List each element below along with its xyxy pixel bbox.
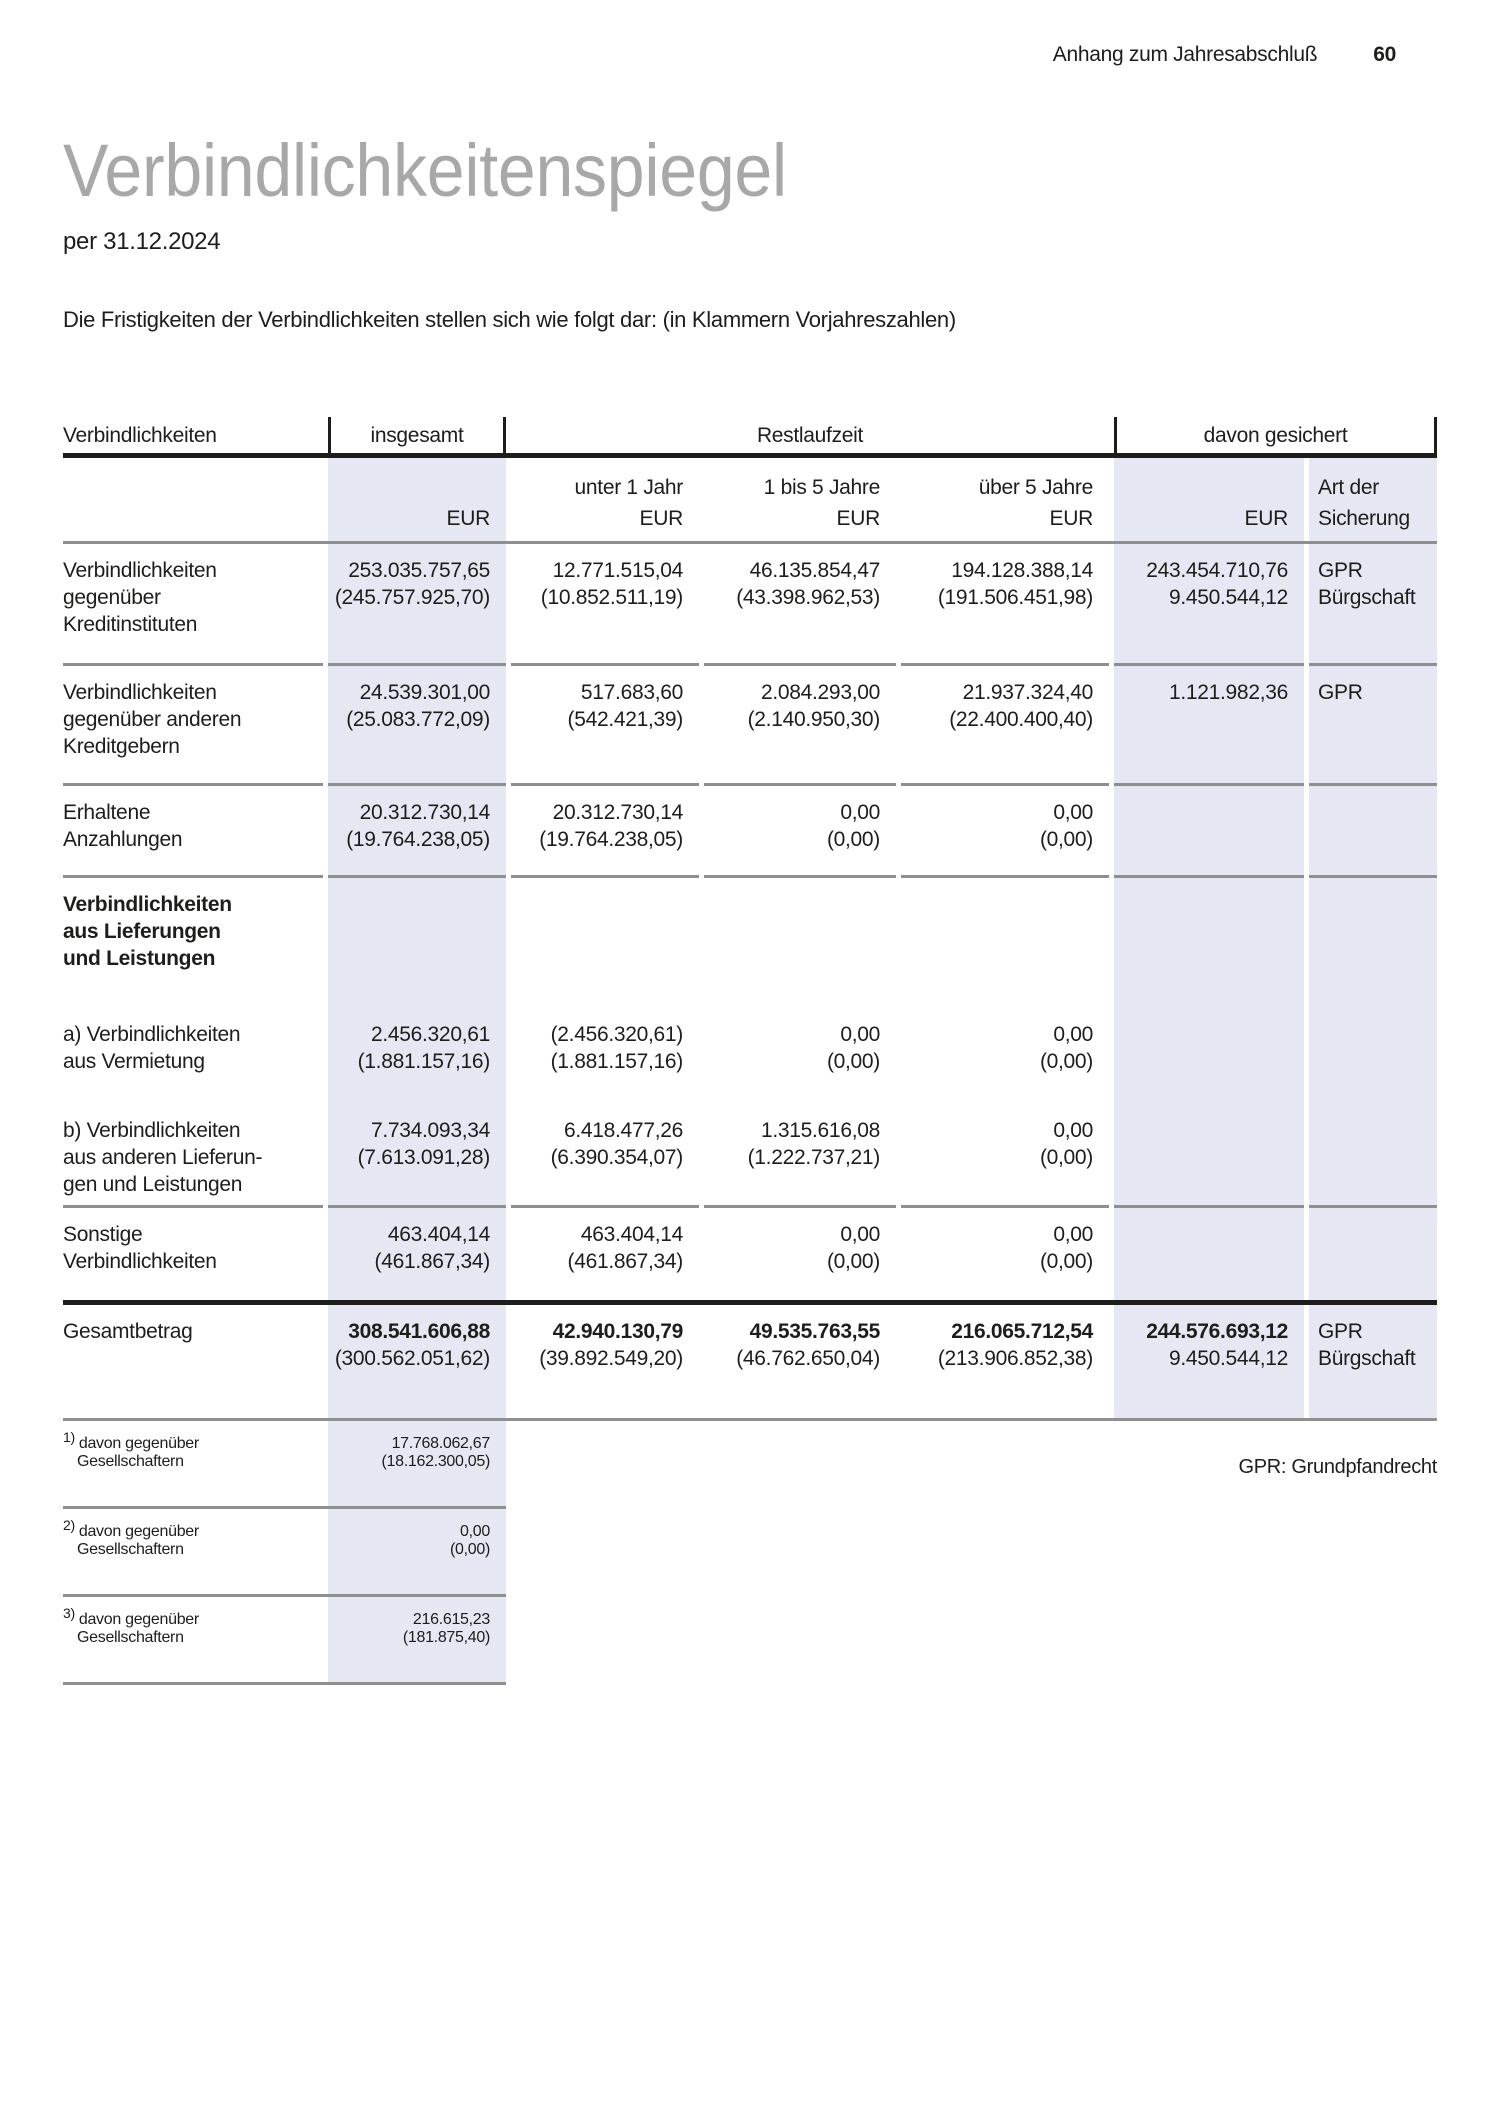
table-row bbox=[63, 666, 1437, 786]
footnote-value: 0,00 (0,00) bbox=[328, 1509, 506, 1594]
page-title: Verbindlichkeitenspiegel bbox=[63, 129, 787, 212]
row-label: Verbindlichkeiten aus Lieferungen und Leistungen bbox=[63, 893, 232, 970]
cell-art-der-sicherung: GPR Bürgschaft bbox=[1309, 1305, 1437, 1418]
cell-insgesamt: 20.312.730,14 (19.764.238,05) bbox=[328, 786, 506, 878]
cell-unter-1-jahr: 42.940.130,79 (39.892.549,20) bbox=[539, 1320, 683, 1370]
intro-text: Die Fristigkeiten der Verbindlichkeiten stellen sich wie folgt dar: (in Klammern Vorjahreszahlen) bbox=[63, 307, 956, 332]
header-ueber-5-jahre: über 5 Jahre EUR bbox=[901, 458, 1109, 541]
footnotes-section bbox=[63, 1421, 1437, 1685]
cell-art-der-sicherung: GPR bbox=[1309, 666, 1437, 786]
header-insgesamt: insgesamt bbox=[328, 417, 506, 453]
row-label: Verbindlichkeiten gegenüber Kreditinstituten bbox=[63, 544, 323, 666]
cell-insgesamt: 308.541.606,88 (300.562.051,62) bbox=[328, 1305, 506, 1418]
row-label: Verbindlichkeiten gegenüber anderen Kreditgebern bbox=[63, 666, 323, 786]
table-row bbox=[63, 786, 1437, 878]
header-restlaufzeit: Restlaufzeit bbox=[756, 423, 864, 447]
eur-unit: EUR bbox=[639, 507, 683, 530]
running-header bbox=[63, 42, 1434, 68]
footnotes-body bbox=[63, 1421, 1437, 1685]
cell-art-der-sicherung bbox=[1309, 1008, 1437, 1104]
footnote-row bbox=[63, 1509, 506, 1597]
cell-gesichert bbox=[1114, 1104, 1304, 1208]
footnote-label: 2) davon gegenüber Gesellschaftern bbox=[63, 1516, 199, 1558]
cell-art-der-sicherung bbox=[1309, 1208, 1437, 1300]
eur-unit: EUR bbox=[446, 507, 490, 530]
table-row bbox=[63, 878, 1437, 1008]
eur-unit: EUR bbox=[1244, 507, 1288, 530]
table-row bbox=[63, 1208, 1437, 1305]
cell-1-bis-5-jahre: 2.084.293,00 (2.140.950,30) bbox=[704, 666, 896, 786]
row-label: Erhaltene Anzahlungen bbox=[63, 786, 323, 878]
cell-1-bis-5-jahre: 0,00 (0,00) bbox=[704, 786, 896, 878]
cell-ueber-5-jahre: 194.128.388,14 (191.506.451,98) bbox=[901, 544, 1109, 666]
table-body bbox=[63, 544, 1437, 1421]
cell-insgesamt: 253.035.757,65 (245.757.925,70) bbox=[328, 544, 506, 666]
header-label-spacer bbox=[63, 458, 323, 541]
header-art-der-sicherung: Art der Sicherung bbox=[1309, 458, 1437, 541]
cell-insgesamt: 2.456.320,61 (1.881.157,16) bbox=[328, 1008, 506, 1104]
gpr-legend: GPR: Grundpfandrecht bbox=[1238, 1456, 1437, 1478]
cell-gesichert bbox=[1114, 1008, 1304, 1104]
table-header-row-1 bbox=[63, 417, 1437, 458]
cell-unter-1-jahr: 6.418.477,26 (6.390.354,07) bbox=[511, 1104, 699, 1208]
cell-1-bis-5-jahre: 0,00 (0,00) bbox=[826, 1223, 880, 1273]
cell-1-bis-5-jahre: 46.135.854,47 (43.398.962,53) bbox=[704, 544, 896, 666]
table-row bbox=[63, 544, 1437, 666]
cell-unter-1-jahr: (2.456.320,61) (1.881.157,16) bbox=[550, 1023, 683, 1073]
footnote-label: 1) davon gegenüber Gesellschaftern bbox=[63, 1428, 199, 1470]
table-row bbox=[63, 1305, 1437, 1421]
cell-unter-1-jahr: 517.683,60 (542.421,39) bbox=[511, 666, 699, 786]
table-row bbox=[63, 1104, 1437, 1208]
cell-ueber-5-jahre: 0,00 (0,00) bbox=[901, 1104, 1109, 1208]
row-label: b) Verbindlichkeiten aus anderen Lieferun- gen und Leistungen bbox=[63, 1104, 323, 1208]
header-verbindlichkeiten: Verbindlichkeiten bbox=[63, 423, 217, 447]
footnote-value: 17.768.062,67 (18.162.300,05) bbox=[328, 1421, 506, 1506]
footnote-row bbox=[63, 1421, 506, 1509]
cell-art-der-sicherung bbox=[1309, 786, 1437, 878]
cell-ueber-5-jahre: 216.065.712,54 (213.906.852,38) bbox=[937, 1320, 1093, 1370]
cell-ueber-5-jahre: 0,00 (0,00) bbox=[1039, 1023, 1093, 1073]
footnote-value: 216.615,23 (181.875,40) bbox=[328, 1597, 506, 1682]
footnote-marker: 3) bbox=[63, 1604, 75, 1621]
footnote-label: 3) davon gegenüber Gesellschaftern bbox=[63, 1604, 199, 1646]
page-number: 60 bbox=[1373, 43, 1396, 66]
row-label: a) Verbindlichkeiten aus Vermietung bbox=[63, 1023, 241, 1073]
cell-ueber-5-jahre bbox=[901, 878, 1109, 1008]
eur-unit: EUR bbox=[836, 507, 880, 530]
cell-ueber-5-jahre: 0,00 (0,00) bbox=[1039, 1223, 1093, 1273]
cell-ueber-5-jahre: 21.937.324,40 (22.400.400,40) bbox=[901, 666, 1109, 786]
cell-1-bis-5-jahre: 49.535.763,55 (46.762.650,04) bbox=[736, 1320, 880, 1370]
cell-gesichert bbox=[1114, 878, 1304, 1008]
section-title: Anhang zum Jahresabschluß bbox=[1052, 43, 1318, 66]
cell-unter-1-jahr: 20.312.730,14 (19.764.238,05) bbox=[511, 786, 699, 878]
row-label: Gesamtbetrag bbox=[63, 1320, 193, 1343]
cell-insgesamt: 463.404,14 (461.867,34) bbox=[328, 1208, 506, 1300]
header-unter-1-jahr: unter 1 Jahr EUR bbox=[511, 458, 699, 541]
eur-unit: EUR bbox=[1049, 507, 1093, 530]
cell-gesichert bbox=[1114, 1208, 1304, 1300]
cell-gesichert bbox=[1114, 786, 1304, 878]
cell-unter-1-jahr bbox=[511, 878, 699, 1008]
cell-1-bis-5-jahre bbox=[704, 878, 896, 1008]
cell-art-der-sicherung: GPR Bürgschaft bbox=[1309, 544, 1437, 666]
cell-1-bis-5-jahre: 1.315.616,08 (1.222.737,21) bbox=[704, 1104, 896, 1208]
cell-art-der-sicherung bbox=[1309, 1104, 1437, 1208]
cell-insgesamt: 7.734.093,34 (7.613.091,28) bbox=[328, 1104, 506, 1208]
cell-insgesamt bbox=[328, 878, 506, 1008]
footnote-row bbox=[63, 1597, 506, 1685]
cell-ueber-5-jahre: 0,00 (0,00) bbox=[901, 786, 1109, 878]
header-1-bis-5-jahre: 1 bis 5 Jahre EUR bbox=[704, 458, 896, 541]
cell-gesichert: 243.454.710,76 9.450.544,12 bbox=[1114, 544, 1304, 666]
footnote-marker: 1) bbox=[63, 1428, 75, 1445]
header-davon-gesichert: davon gesichert bbox=[1114, 417, 1437, 453]
cell-unter-1-jahr: 463.404,14 (461.867,34) bbox=[567, 1223, 683, 1273]
table-row bbox=[63, 1008, 1437, 1104]
row-label: Sonstige Verbindlichkeiten bbox=[63, 1223, 217, 1273]
liabilities-table bbox=[63, 417, 1437, 1421]
cell-insgesamt: 24.539.301,00 (25.083.772,09) bbox=[328, 666, 506, 786]
cell-art-der-sicherung bbox=[1309, 878, 1437, 1008]
footnote-marker: 2) bbox=[63, 1516, 75, 1533]
page-subtitle: per 31.12.2024 bbox=[63, 228, 221, 255]
table-header-row-2 bbox=[63, 458, 1437, 544]
header-gesichert-unit bbox=[1114, 458, 1304, 541]
cell-1-bis-5-jahre: 0,00 (0,00) bbox=[826, 1023, 880, 1073]
cell-unter-1-jahr: 12.771.515,04 (10.852.511,19) bbox=[511, 544, 699, 666]
header-insgesamt-unit bbox=[328, 458, 506, 541]
cell-gesichert: 244.576.693,12 9.450.544,12 bbox=[1114, 1305, 1304, 1418]
cell-gesichert: 1.121.982,36 bbox=[1114, 666, 1304, 786]
